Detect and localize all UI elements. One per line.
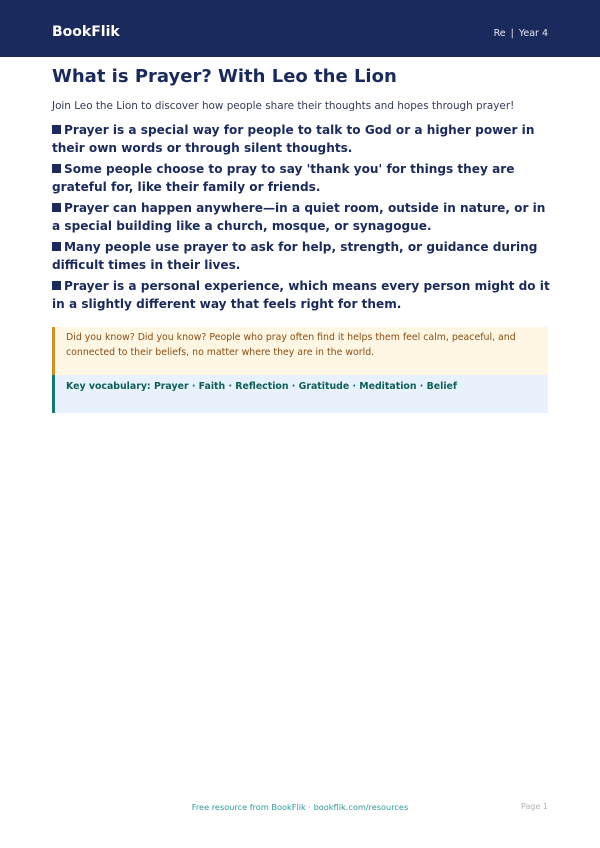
footer-link[interactable]: Free resource from BookFlik · bookflik.com/resources bbox=[191, 802, 409, 812]
list-item-text: Some people choose to pray to say 'thank you' for things they are grateful for, like their family or friends. bbox=[52, 162, 515, 194]
breadcrumb-year: Year 4 bbox=[518, 28, 548, 39]
list-item bbox=[52, 161, 552, 196]
list-item bbox=[52, 122, 552, 157]
breadcrumb-separator: | bbox=[510, 28, 514, 39]
list-item-text: Prayer is a special way for people to talk to God or a higher power in their own words or through silent thoughts. bbox=[52, 123, 535, 155]
list-item-text: Many people use prayer to ask for help, strength, or guidance during difficult times in their lives. bbox=[52, 240, 538, 272]
page-title: What is Prayer? With Leo the Lion bbox=[52, 66, 397, 87]
key-vocabulary-box bbox=[52, 375, 548, 413]
breadcrumb-subject: Re bbox=[493, 28, 506, 39]
square-bullet-icon bbox=[52, 164, 61, 173]
list-item-text: Prayer is a personal experience, which means every person might do it in a slightly different way that feels right for them. bbox=[52, 279, 550, 311]
page-number: Page 1 bbox=[521, 802, 548, 811]
key-points-list bbox=[52, 122, 552, 317]
did-you-know-text: Did you know? Did you know? People who pray often find it helps them feel calm, peaceful, and connected to their beliefs, no matter where they are in the world. bbox=[66, 332, 516, 358]
square-bullet-icon bbox=[52, 203, 61, 212]
square-bullet-icon bbox=[52, 242, 61, 251]
did-you-know-box bbox=[52, 327, 548, 375]
list-item bbox=[52, 278, 552, 313]
list-item bbox=[52, 239, 552, 274]
breadcrumb bbox=[494, 27, 548, 41]
square-bullet-icon bbox=[52, 125, 61, 134]
header-bar bbox=[0, 0, 600, 57]
list-item bbox=[52, 200, 552, 235]
brand-logo[interactable]: BookFlik bbox=[52, 24, 120, 40]
list-item-text: Prayer can happen anywhere—in a quiet room, outside in nature, or in a special building like a church, mosque, or synagogue. bbox=[52, 201, 546, 233]
intro-text: Join Leo the Lion to discover how people share their thoughts and hopes through prayer! bbox=[52, 100, 515, 112]
key-vocabulary-text: Key vocabulary: Prayer · Faith · Reflection · Gratitude · Meditation · Belief bbox=[66, 381, 457, 392]
square-bullet-icon bbox=[52, 281, 61, 290]
